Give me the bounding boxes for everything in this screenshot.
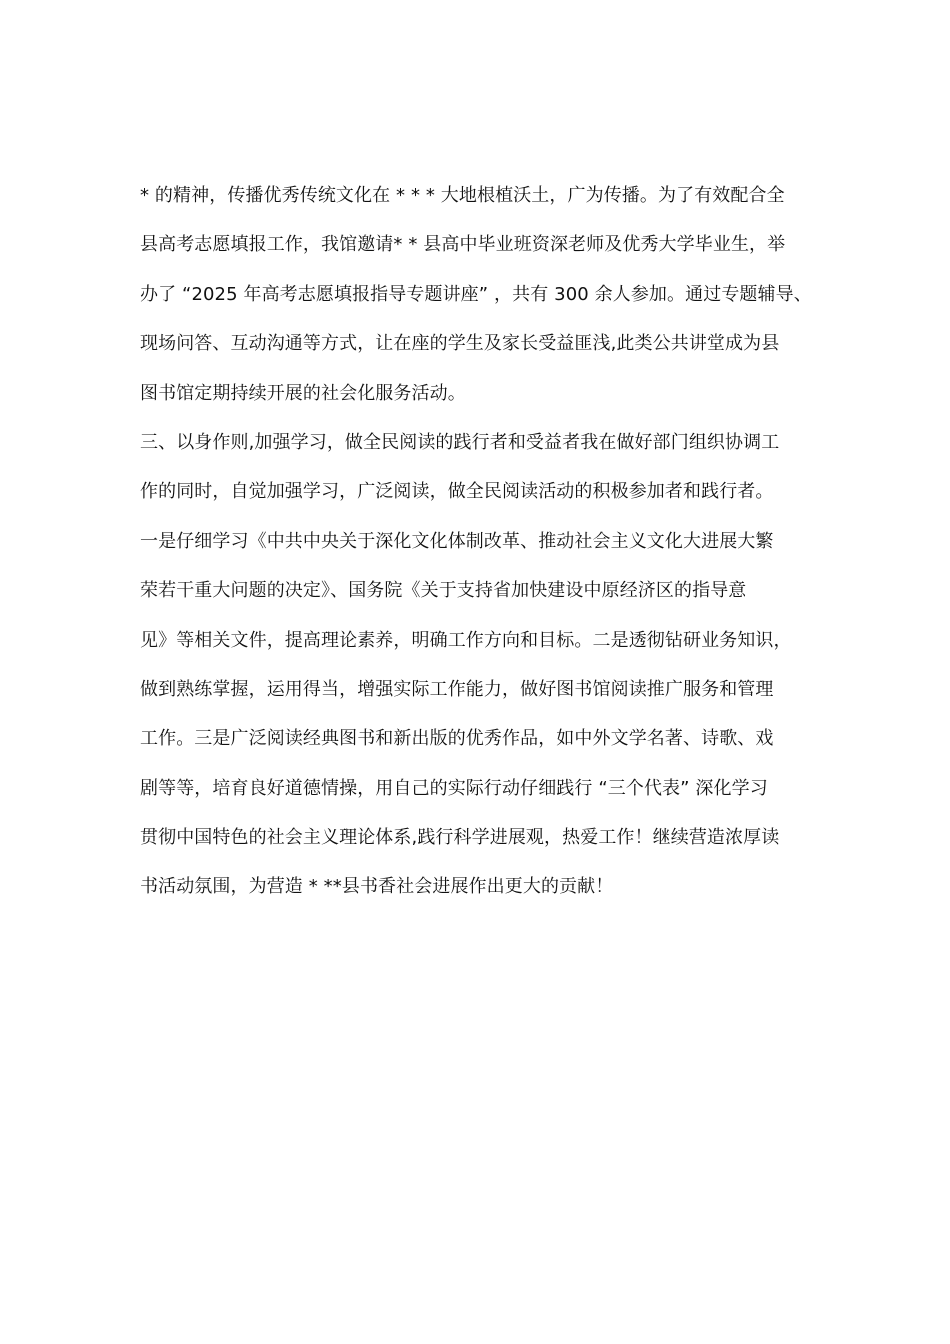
text-line: 书活动氛围，为营造 * **县书香社会进展作出更大的贡献！ bbox=[140, 876, 614, 898]
text-line: 剧等等，培育良好道德情操，用自己的实际行动仔细践行 “三个代表” 深化学习 bbox=[140, 777, 768, 799]
text-line: 贯彻中国特色的社会主义理论体系,践行科学进展观，热爱工作！继续营造浓厚读 bbox=[140, 827, 780, 849]
text-line: 见》等相关文件，提高理论素养，明确工作方向和目标。二是透彻钻研业务知识， bbox=[140, 629, 792, 651]
text-line: 现场问答、互动沟通等方式，让在座的学生及家长受益匪浅,此类公共讲堂成为县 bbox=[140, 333, 780, 355]
text-line: 一是仔细学习《中共中央关于深化文化体制改革、推动社会主义文化大进展大繁 bbox=[140, 530, 774, 552]
text-line: 办了 “2025 年高考志愿填报指导专题讲座” ，共有 300 余人参加。通过专题辅导、 bbox=[140, 283, 812, 305]
text-line: 工作。三是广泛阅读经典图书和新出版的优秀作品，如中外文学名著、诗歌、戏 bbox=[140, 728, 774, 750]
text-line: 荣若干重大问题的决定》、国务院《关于支持省加快建设中原经济区的指导意 bbox=[140, 580, 747, 602]
text-line: 县高考志愿填报工作，我馆邀请* * 县高中毕业班资深老师及优秀大学毕业生，举 bbox=[140, 234, 786, 256]
section-heading-line: 三、以身作则,加强学习，做全民阅读的践行者和受益者我在做好部门组织协调工 bbox=[140, 431, 780, 453]
document-body bbox=[140, 171, 830, 912]
text-line: * 的精神，传播优秀传统文化在 * * * 大地根植沃土，广为传播。为了有效配合全 bbox=[140, 185, 785, 206]
text-line: 图书馆定期持续开展的社会化服务活动。 bbox=[140, 382, 466, 404]
text-line: 作的同时，自觉加强学习，广泛阅读，做全民阅读活动的积极参加者和践行者。 bbox=[140, 481, 774, 503]
text-line: 做到熟练掌握，运用得当，增强实际工作能力，做好图书馆阅读推广服务和管理 bbox=[140, 678, 774, 700]
